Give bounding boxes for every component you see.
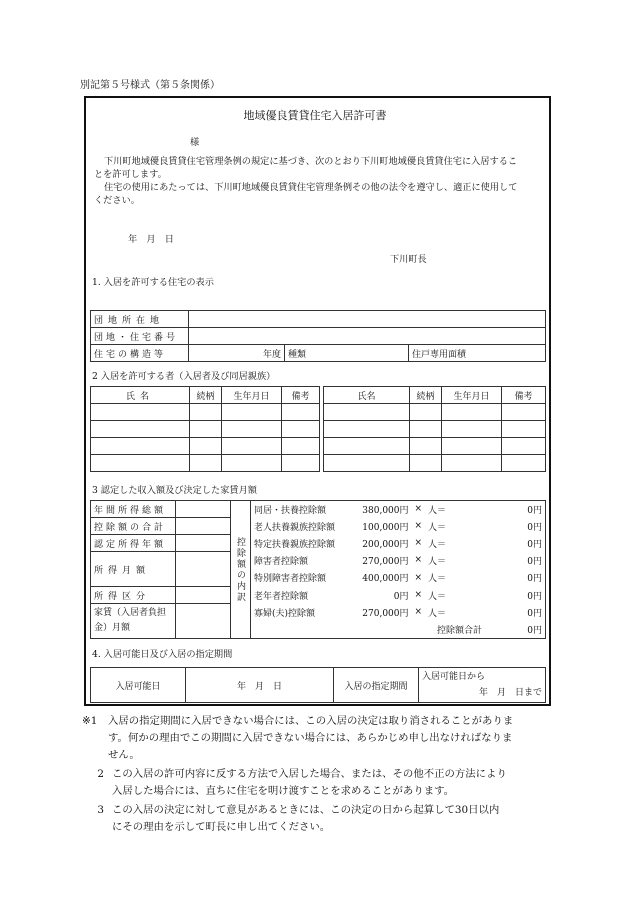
issuer: 下川町長 [390,254,427,265]
deduction-name: 同居・扶養控除額 [251,501,354,518]
deduction-amount: 100,000円 [362,522,409,533]
row-label: 年間所得総額 [91,501,176,518]
deduction-name: 老人扶養親族控除額 [251,518,354,535]
times-sign: × [414,607,423,618]
addressee-suffix: 様 [190,137,200,148]
col-header: 備考 [282,387,320,404]
residents-table-left [90,386,320,472]
col-header: 続柄 [410,387,442,404]
table-row [324,438,546,455]
body-line: ください。 [94,195,140,206]
deduction-name: 特別障害者控除額 [251,569,354,587]
deduction-amount: 200,000円 [362,539,409,550]
people-count: 人＝ [428,591,447,602]
row-label: 団地・住宅番号 [91,328,189,345]
deduction-name: 老年者控除額 [251,587,354,604]
table-row [91,587,546,604]
note-item [82,802,552,836]
cell[interactable] [91,404,190,421]
cell[interactable] [410,455,442,472]
table-row [91,345,546,362]
cell[interactable] [190,455,222,472]
form-label: 別記第５号様式（第５条関係） [80,80,220,91]
note-item [82,766,552,800]
table-row [91,552,546,570]
cell[interactable] [222,404,282,421]
cell[interactable] [222,438,282,455]
issue-date: 年 月 日 [128,234,174,245]
deduction-amount: 380,000円 [354,501,412,518]
period-table [90,667,546,703]
table-row [91,421,320,438]
table-row [91,438,320,455]
deduction-name: 障害者控除額 [251,552,354,570]
table-row [91,535,546,552]
note-line: この入居の許可内容に反する方法で入居した場合、または、その他不正の方法により [112,768,507,780]
income-table [90,500,546,639]
cell[interactable] [282,421,320,438]
row-label: 控除額の合計 [91,518,176,535]
table-row [91,328,546,345]
value-cell[interactable] [176,535,231,552]
shurui-label: 種類 [285,345,409,362]
note-item [82,713,552,764]
cell[interactable] [91,438,190,455]
deduction-total: 0円 [485,518,545,535]
note-number: 3 [97,804,104,816]
people-count: 人＝ [425,501,485,518]
deduction-total: 0円 [485,587,545,604]
deduction-total: 0円 [485,501,545,518]
times-sign: × [414,538,423,548]
value-cell[interactable] [176,501,231,518]
section3-heading: 3 認定した収入額及び決定した家賃月額 [92,485,257,496]
cell[interactable] [282,404,320,421]
cell[interactable] [282,438,320,455]
deduction-name: 寡婦(夫)控除額 [251,604,354,621]
value-cell[interactable] [176,604,231,639]
deduction-breakdown-label: 控除額の内訳 [231,501,251,639]
times-sign: × [414,572,423,583]
residents-table-right [323,386,546,472]
note-line: 入居の指定期間に入居できない場合には、この入居の決定は取り消されることがありま [108,715,514,727]
table-row [91,518,546,535]
row-label: 認定所得年額 [91,535,176,552]
period-label: 入居の指定期間 [334,668,419,703]
note-line: せん。 [108,749,140,761]
cell[interactable] [282,455,320,472]
col-header: 氏名 [324,387,410,404]
deduction-amount: 0円 [393,591,409,602]
note-line: 入居した場合には、直ちに住宅を明け渡すことを求めることがあります。 [112,785,455,797]
note-number: ※1 [82,715,98,727]
cell[interactable] [442,455,502,472]
table-row [91,455,320,472]
cell[interactable] [502,455,546,472]
period-value[interactable] [419,668,546,703]
cell[interactable] [442,438,502,455]
value-cell[interactable] [189,311,546,328]
people-count: 人＝ [428,539,447,550]
cell[interactable] [442,421,502,438]
cell[interactable] [222,455,282,472]
table-row [91,501,546,518]
col-header: 生年月日 [442,387,502,404]
cell[interactable] [410,404,442,421]
note-number: 2 [97,768,104,780]
section4-heading: 4. 入居可能日及び入居の指定期間 [92,649,233,660]
table-row [91,404,320,421]
possible-date-label: 入居可能日 [91,668,186,703]
possible-date-value[interactable]: 年 月 日 [186,668,334,703]
deduction-amount: 270,000円 [362,608,409,619]
cell[interactable] [324,404,410,421]
table-row [324,455,546,472]
document-title: 地域優良賃貸住宅入居許可書 [243,109,387,122]
value-cell[interactable] [176,587,231,604]
people-count: 人＝ [428,608,447,619]
people-count: 人＝ [428,574,447,585]
period-to: 年 月 日まで [478,688,542,698]
deduction-total: 0円 [485,604,545,621]
times-sign: × [414,521,423,531]
value-cell[interactable] [176,518,231,535]
cell[interactable] [502,404,546,421]
times-sign: × [414,590,423,600]
col-header: 続柄 [190,387,222,404]
table-row [91,311,546,328]
deduction-total: 0円 [485,569,545,587]
section1-heading: 1. 入居を許可する住宅の表示 [92,277,214,288]
people-count: 人＝ [428,522,447,533]
value-cell[interactable] [176,552,231,587]
deduction-name: 特定扶養親族控除額 [251,535,354,552]
area-label: 住戸専用面積 [409,345,546,362]
table-row [324,404,546,421]
cell[interactable] [91,421,190,438]
deduction-sum-value: 0円 [485,621,545,639]
body-line: 下川町地域優良賃貸住宅管理条例の規定に基づき、次のとおり下川町地域優良賃貸住宅に入居するこ [104,156,518,167]
table-row [91,668,546,703]
cell[interactable] [324,421,410,438]
cell[interactable] [410,421,442,438]
body-line: 住宅の使用にあたっては、下川町地域優良賃貸住宅管理条例その他の法令を遵守し、適正に使用して [104,182,518,193]
cell[interactable] [190,438,222,455]
col-header: 備考 [502,387,546,404]
cell[interactable] [324,438,410,455]
table-header-row [91,387,320,404]
people-count: 人＝ [428,556,447,567]
table-header-row [324,387,546,404]
cell[interactable] [410,438,442,455]
table-row [91,604,546,621]
row-label: 家賃（入居者負担金）月額 [91,604,176,639]
deduction-amount: 400,000円 [362,574,409,585]
col-header: 生年月日 [222,387,282,404]
row-label: 所得区分 [91,587,176,604]
cell[interactable] [442,404,502,421]
table-row [324,421,546,438]
section2-heading: 2 入居を許可する者（入居者及び同居親族） [92,371,276,382]
cell[interactable] [502,438,546,455]
cell[interactable] [190,421,222,438]
housing-table [90,310,546,362]
period-from: 入居可能日から [422,672,486,682]
note-line: にその理由を示して町長に申し出てください。 [112,821,331,833]
note-line: この入居の決定に対して意見があるときには、この決定の日から起算して30日以内 [112,804,500,816]
cell[interactable] [222,421,282,438]
times-sign: × [412,501,426,518]
cell[interactable] [324,455,410,472]
note-line: す。何かの理由でこの期間に入居できない場合には、あらかじめ申し出なければなりま [108,732,513,744]
deduction-amount: 270,000円 [362,556,409,567]
value-cell[interactable] [189,328,546,345]
cell[interactable] [91,455,190,472]
row-label: 所得月額 [91,552,176,587]
deduction-total: 0円 [485,552,545,570]
deduction-sum-label: 控除額合計 [251,621,486,639]
deduction-total: 0円 [485,535,545,552]
body-text [94,155,517,207]
nendo-label: 年度 [189,345,285,362]
cell[interactable] [190,404,222,421]
row-label: 住宅の構造等 [91,345,189,362]
notes [82,713,552,836]
cell[interactable] [502,421,546,438]
col-header: 氏名 [91,387,190,404]
body-line: とを許可します。 [94,169,167,180]
row-label: 団地所在地 [91,311,189,328]
times-sign: × [414,555,423,566]
